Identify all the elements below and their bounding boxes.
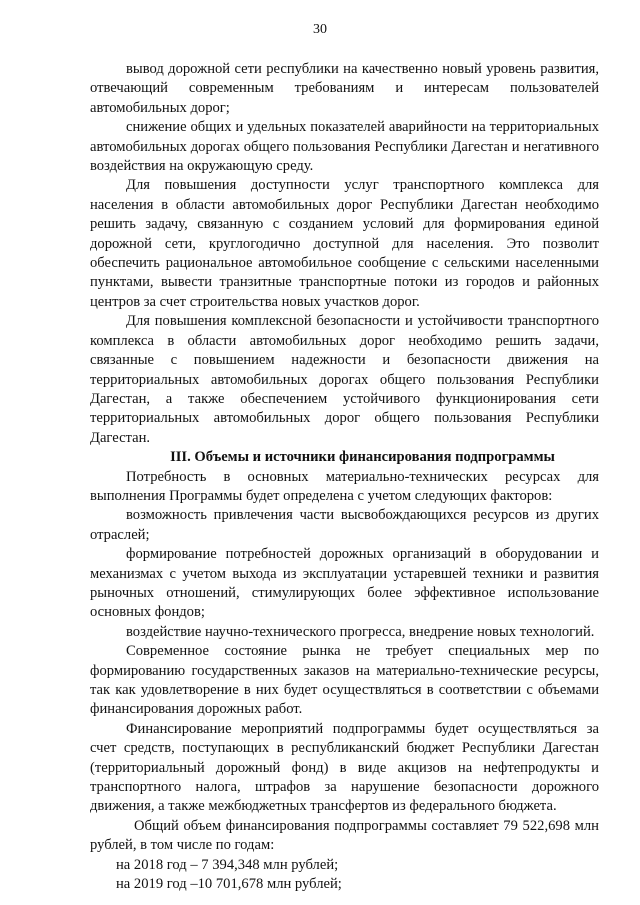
paragraph: вывод дорожной сети республики на качественно новый уровень развития, отвечающий современным требованиям и интересам пользователей автомобильных дорог; <box>90 61 599 116</box>
paragraph: Для повышения доступности услуг транспортного комплекса для населения в области автомобильных дорог Республики Дагестан необходимо решить задачу, связанную с созданием условий для формирования единой дорожной сети, круглогодично доступной для населения. Это позволит обеспечить рациональное автомобильное сообщение с сельскими населенными пунктами, вывести транзитные транспортные потоки из городов и районных центров за счет строительства новых участков дорог. <box>90 177 599 310</box>
paragraph: формирование потребностей дорожных организаций в оборудовании и механизмах с учетом выхода из эксплуатации устаревшей техники и развития рыночных отношений, стимулирующих более эффективное использование основных фондов; <box>90 546 599 621</box>
paragraph: Потребность в основных материально-технических ресурсах для выполнения Программы будет определена с учетом следующих факторов: <box>90 468 599 504</box>
year-funding-line: на 2018 год – 7 394,348 млн рублей; <box>116 856 339 873</box>
section-title: III. Объемы и источники финансирования подпрограммы <box>170 449 555 466</box>
paragraph: воздействие научно-технического прогресса, внедрение новых технологий. <box>126 623 595 640</box>
paragraph: Современное состояние рынка не требует специальных мер по формированию государственных заказов на материально-технические ресурсы, так как удовлетворение в них будет осуществляться в соответствии с объемами финансирования дорожных работ. <box>90 643 599 718</box>
paragraph: возможность привлечения части высвобождающихся ресурсов из других отраслей; <box>90 507 599 543</box>
paragraph: Финансирование мероприятий подпрограммы будет осуществляться за счет средств, поступающих в республиканский бюджет Республики Дагестан (территориальный дорожный фонд) в виде акцизов на нефтепродукты и транспортного налога, штрафов за нарушение безопасности дорожного движения, а также межбюджетных трансфертов из федерального бюджета. <box>90 720 599 815</box>
funding-total-paragraph: Общий объем финансирования подпрограммы составляет 79 522,698 млн рублей, в том числе по годам: <box>90 817 599 854</box>
paragraph: Для повышения комплексной безопасности и устойчивости транспортного комплекса в области автомобильных дорог необходимо решить задачи, связанные с повышением надежности и безопасности движения на территориальных автомобильных дорогах общего пользования Республики Дагестан, а также обеспечением устойчивого функционирования сети территориальных автомобильных дорог общего пользования Республики Дагестан. <box>90 313 599 446</box>
document-body <box>90 60 599 894</box>
year-funding-line: на 2019 год –10 701,678 млн рублей; <box>116 876 342 893</box>
paragraph: снижение общих и удельных показателей аварийности на территориальных автомобильных дорогах общего пользования Республики Дагестан и негативного воздействия на окружающую среду. <box>90 119 599 175</box>
page-number: 30 <box>313 22 327 37</box>
